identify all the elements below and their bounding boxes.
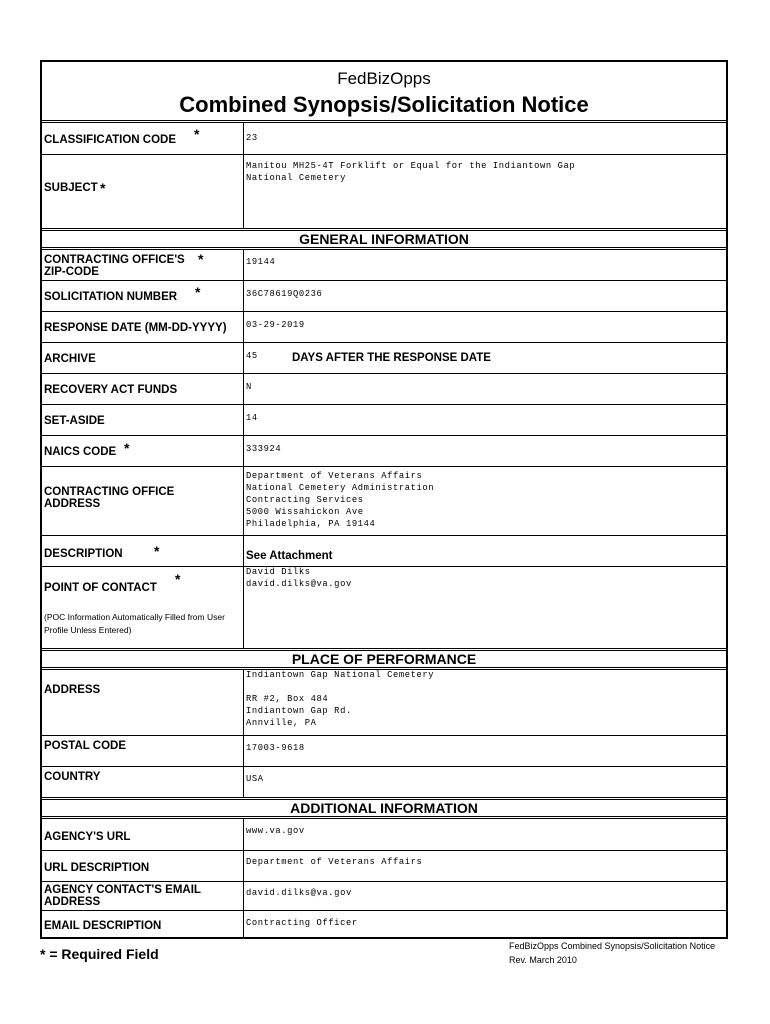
solicitation-number-value: 36C78619Q0236 [246,289,323,299]
office-address-value: Department of Veterans Affairs National Cemetery Administration Contracting Services 5000 Wissahickon Ave Philadelphia, PA 19144 [246,471,435,529]
zip-row [42,249,726,281]
office-address-label: CONTRACTING OFFICE ADDRESS [44,486,175,510]
country-value: USA [246,774,264,784]
response-date-row [42,311,726,343]
response-date-value: 03-29-2019 [246,320,305,330]
classification-code-value: 23 [246,133,258,143]
url-description-value: Department of Veterans Affairs [246,857,423,867]
required-marker: * [124,440,130,456]
solicitation-form [40,60,728,939]
email-description-label: EMAIL DESCRIPTION [44,920,162,932]
description-label: DESCRIPTION [44,548,123,560]
place-of-performance-heading: PLACE OF PERFORMANCE [42,648,726,670]
subject-row [42,154,726,231]
archive-label: ARCHIVE [44,353,96,365]
agency-url-value: www.va.gov [246,826,305,836]
form-footer-name: FedBizOpps Combined Synopsis/Solicitation Notice [509,941,716,951]
required-marker: * [195,284,201,300]
agency-url-row [42,819,726,851]
required-marker: * [175,571,181,587]
naics-label: NAICS CODE [44,446,117,458]
contact-email-row [42,881,726,911]
form-revision: Rev. March 2010 [509,955,577,965]
recovery-act-row [42,373,726,405]
pop-address-value: Indiantown Gap National Cemetery RR #2, Box 484 Indiantown Gap Rd. Annville, PA [246,670,435,728]
archive-row [42,342,726,374]
form-title: Combined Synopsis/Solicitation Notice [179,92,589,117]
solicitation-number-row [42,280,726,312]
zip-value: 19144 [246,257,276,267]
office-address-row [42,466,726,536]
poc-row [42,566,726,651]
poc-value: David Dilks david.dilks@va.gov [246,567,352,589]
pop-address-label: ADDRESS [44,684,101,696]
form-org-name: FedBizOpps [337,69,431,88]
additional-information-heading: ADDITIONAL INFORMATION [42,797,726,819]
recovery-act-value: N [246,382,252,392]
contact-email-label: AGENCY CONTACT'S EMAIL ADDRESS [44,884,201,908]
description-row [42,535,726,567]
set-aside-row [42,404,726,436]
general-information-heading: GENERAL INFORMATION [42,228,726,250]
required-marker: * [198,251,204,267]
poc-note: (POC Information Automatically Filled from User Profile Unless Entered) [44,612,225,635]
solicitation-number-label: SOLICITATION NUMBER [44,291,178,303]
set-aside-value: 14 [246,413,258,423]
archive-value: 45 [246,351,258,361]
set-aside-label: SET-ASIDE [44,415,105,427]
postal-code-value: 17003-9618 [246,743,305,753]
postal-code-label: POSTAL CODE [44,740,126,752]
response-date-label: RESPONSE DATE (MM-DD-YYYY) [44,322,227,334]
required-marker: * [154,543,160,559]
poc-label: POINT OF CONTACT [44,582,157,594]
country-row [42,766,726,800]
required-field-legend: * = Required Field [40,946,159,962]
postal-code-row [42,735,726,767]
country-label: COUNTRY [44,771,101,783]
classification-code-label: CLASSIFICATION CODE [44,134,177,146]
subject-label: SUBJECT [44,182,98,194]
archive-suffix: DAYS AFTER THE RESPONSE DATE [292,352,491,364]
description-value: See Attachment [246,550,333,562]
subject-value: Manitou MH25-4T Forklift or Equal for the Indiantown Gap National Cemetery [246,161,576,183]
email-description-row [42,910,726,939]
url-description-row [42,850,726,882]
url-description-label: URL DESCRIPTION [44,862,150,874]
contact-email-value: david.dilks@va.gov [246,888,352,898]
required-marker: * [100,180,106,196]
email-description-value: Contracting Officer [246,918,358,928]
naics-value: 333924 [246,444,282,454]
naics-row [42,435,726,467]
agency-url-label: AGENCY'S URL [44,831,131,843]
zip-label: CONTRACTING OFFICE'S ZIP-CODE [44,254,185,278]
required-marker: * [194,126,200,142]
classification-code-row [42,123,726,155]
recovery-act-label: RECOVERY ACT FUNDS [44,384,178,396]
pop-address-row [42,669,726,736]
